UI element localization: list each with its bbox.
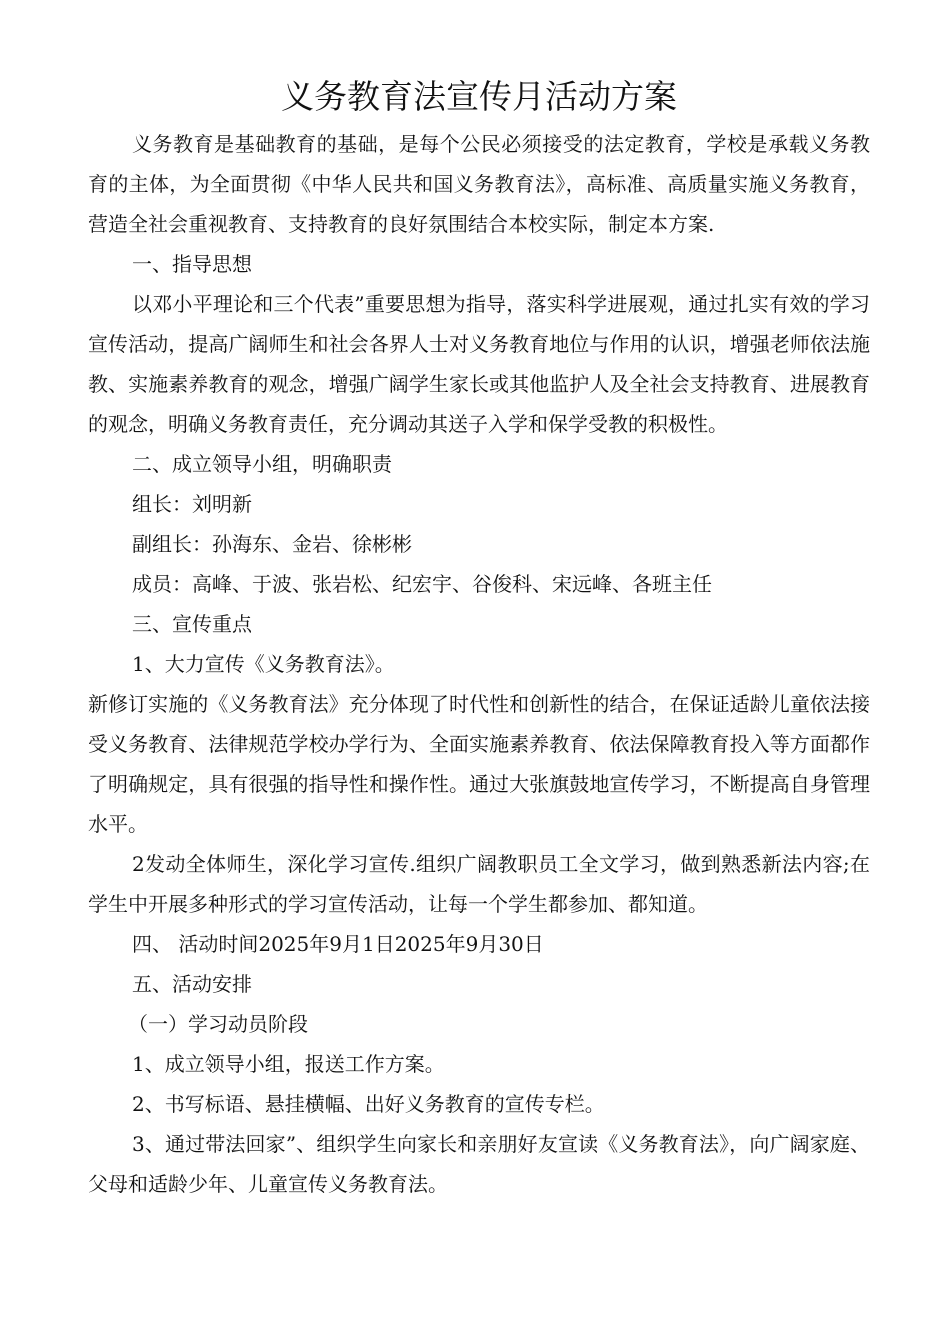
section-heading-leadership-group: 二、成立领导小组，明确职责: [132, 452, 392, 476]
paragraph-guiding-thought: 以邓小平理论和三个代表”重要思想为指导，落实科学进展观，通过扎实有效的学习宣传活动，提高广阔师生和社会各界人士对义务教育地位与作用的认识，增强老师依法施教、实施素养教育的观念，增强广阔学生家长或其他监护人及全社会支持教育、进展教育的观念，明确义务教育责任，充分调动其送子入学和保学受教的积极性。: [88, 292, 870, 436]
paragraph-point-2: 2发动全体师生，深化学习宣传.组织广阔教职员工全文学习，做到熟悉新法内容;在学生中开展多种形式的学习宣传活动，让每一个学生都参加、都知道。: [88, 852, 870, 916]
stage-1-item-3: 3、通过带法回家”、组织学生向家长和亲朋好友宣读《义务教育法》，向广阔家庭、父母和适龄少年、儿童宣传义务教育法。: [88, 1132, 870, 1196]
section-heading-publicity-focus: 三、宣传重点: [132, 612, 252, 636]
section-heading-activity-arrangement: 五、活动安排: [132, 972, 252, 996]
members-line: 成员：高峰、于波、张岩松、纪宏宇、谷俊科、宋远峰、各班主任: [132, 572, 712, 596]
stage-1-item-2: 2、书写标语、悬挂横幅、出好义务教育的宣传专栏。: [132, 1092, 605, 1116]
paragraph-point-1: 新修订实施的《义务教育法》充分体现了时代性和创新性的结合，在保证适龄儿童依法接受义务教育、法律规范学校办学行为、全面实施素养教育、依法保障教育投入等方面都作了明确规定，具有很强的指导性和操作性。通过大张旗鼓地宣传学习，不断提高自身管理水平。: [88, 692, 870, 836]
paragraph-intro: 义务教育是基础教育的基础，是每个公民必须接受的法定教育，学校是承载义务教育的主体，为全面贯彻《中华人民共和国义务教育法》，高标准、高质量实施义务教育，营造全社会重视教育、支持教育的良好氛围结合本校实际，制定本方案.: [88, 132, 870, 236]
deputy-leaders-line: 副组长：孙海东、金岩、徐彬彬: [132, 532, 412, 556]
document-body: [88, 124, 870, 1204]
point-1-heading: 1、大力宣传《义务教育法》。: [132, 652, 395, 676]
document-page: [88, 70, 870, 1204]
document-title: 义务教育法宣传月活动方案: [281, 77, 677, 116]
section-heading-guiding-thought: 一、指导思想: [132, 252, 252, 276]
stage-1-item-1: 1、成立领导小组，报送工作方案。: [132, 1052, 445, 1076]
leader-line: 组长：刘明新: [132, 492, 252, 516]
stage-1-heading: （一）学习动员阶段: [128, 1012, 308, 1036]
section-heading-activity-time: 四、 活动时间2025年9月1日2025年9月30日: [132, 932, 544, 956]
